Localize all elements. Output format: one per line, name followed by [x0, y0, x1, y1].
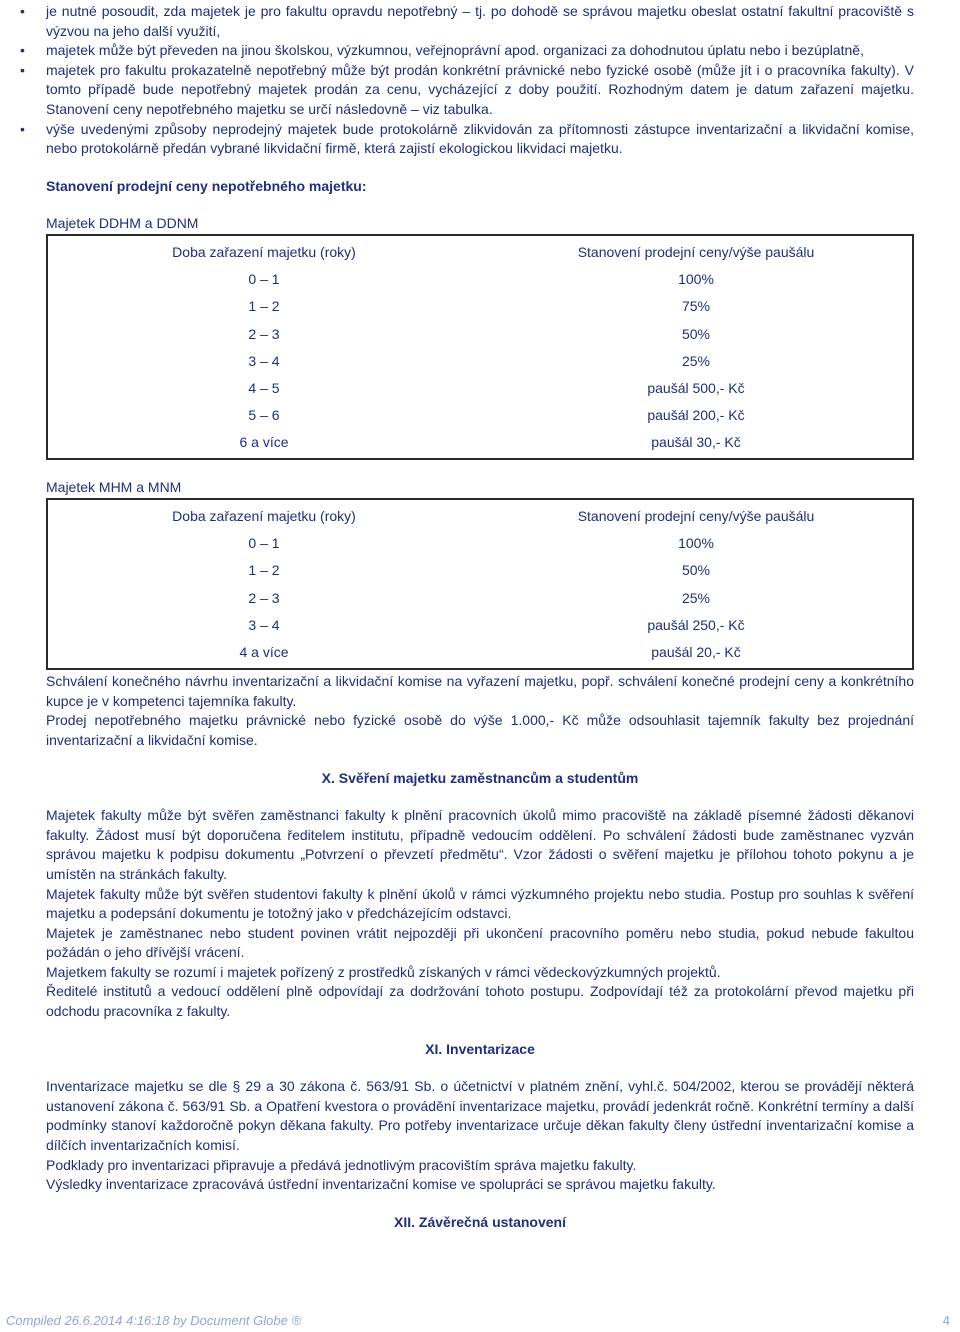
table-header-period: Doba zařazení majetku (roky)	[172, 243, 356, 260]
page-footer	[6, 1311, 956, 1331]
paragraph: Podklady pro inventarizaci připravuje a předává jednotlivým pracovištím správa majetku fakulty.	[46, 1156, 637, 1173]
approval-paragraph: Schválení konečného návrhu inventarizační a likvidační komise na vyřazení majetku, popř. schválení konečné prodejní ceny a konkrétního kupce je v kompetenci tajemníka fakulty.	[46, 673, 914, 709]
disposal-bullet-list	[20, 2, 914, 159]
bullet-icon: •	[20, 120, 25, 137]
table-row: 0 – 1 100%	[248, 535, 714, 552]
table1-title: Majetek DDHM a DDNM	[46, 215, 199, 232]
list-item: • majetek pro fakultu prokazatelně nepotřebný může být prodán konkrétní právnické nebo fyzické osobě (může jít i o pracovníka fakulty). V tomto případě bude nepotřebný majetek prodán za cenu, vycházející z doby použití. Rozhodným datem je datum zařazení majetku. Stanovení ceny nepotřebného majetku se určí následovně – viz tabulka.	[20, 61, 914, 117]
table-row: 4 a více paušál 20,- Kč	[239, 643, 741, 660]
compiled-note: Compiled 26.6.2014 4:16:18 by Document Globe ®	[6, 1313, 302, 1328]
section-xi-body	[46, 1077, 914, 1195]
section-xii-title: XII. Závěrečná ustanovení	[394, 1213, 566, 1230]
paragraph: Majetek fakulty může být svěřen zaměstnanci fakulty k plnění pracovních úkolů mimo pracoviště na základě písemné žádosti děkanovi fakulty. Žádost musí být doporučena ředitelem institutu, případně vedoucím oddělení. Po schválení žádosti bude zaměstnanec vyzván správou majetku k podpisu dokumentu „Potvrzení o převzetí předmětu“. Vzor žádosti o svěření majetku je přílohou tohoto pokynu a je umístěn na stránkách fakulty.	[46, 807, 914, 882]
paragraph: Majetek fakulty může být svěřen studentovi fakulty k plnění úkolů v rámci výzkumného projektu nebo studia. Postup pro souhlas k svěření majetku a podepsání dokumentu je totožný jako v předcházejícím odstavci.	[46, 885, 914, 922]
table-row: 1 – 2 50%	[248, 562, 711, 579]
table-header-row	[48, 503, 912, 530]
section-xi-title: XI. Inventarizace	[425, 1040, 535, 1057]
sale-limit-paragraph: Prodej nepotřebného majetku právnické nebo fyzické osobě do výše 1.000,- Kč může odsouhlasit tajemník fakulty bez projednání inventarizační a likvidační komise.	[46, 712, 914, 748]
list-item: • majetek může být převeden na jinou školskou, výzkumnou, veřejnoprávní apod. organizaci za dohodnutou úplatu nebo i bezúplatně,	[46, 41, 914, 61]
table-header-price: Stanovení prodejní ceny/výše paušálu	[577, 508, 815, 525]
section-x-title: X. Svěření majetku zaměstnancům a studentům	[321, 769, 639, 786]
list-item: • je nutné posoudit, zda majetek je pro fakultu opravdu nepotřebný – tj. po dohodě se správou majetku obeslat ostatní fakultní pracoviště s výzvou na jeho další využití,	[20, 3, 914, 39]
table-row: 3 – 4 25%	[248, 352, 711, 369]
table2-title: Majetek MHM a MNM	[46, 479, 182, 496]
table-row: 3 – 4 paušál 250,- Kč	[248, 616, 745, 633]
bullet-icon: •	[20, 61, 25, 78]
table-row: 4 – 5 paušál 500,- Kč	[248, 379, 745, 396]
table-row: 2 – 3 50%	[248, 325, 711, 342]
price-table-ddhm	[46, 234, 914, 461]
table-row: 5 – 6 paušál 200,- Kč	[248, 407, 745, 424]
table-row: 6 a více paušál 30,- Kč	[239, 434, 741, 451]
table-row: 0 – 1 100%	[248, 271, 714, 288]
table-row: 1 – 2 75%	[248, 298, 711, 315]
list-item: • výše uvedenými způsoby neprodejný majetek bude protokolárně zlikvidován za přítomnosti zástupce inventarizační a likvidační komise, nebo protokolárně předán vybrané likvidační firmě, která zajistí ekologickou likvidaci majetku.	[20, 120, 914, 157]
table-header-period: Doba zařazení majetku (roky)	[172, 508, 356, 525]
table-header-price: Stanovení prodejní ceny/výše paušálu	[577, 243, 815, 260]
page-number: 4	[942, 1313, 950, 1328]
table-row: 2 – 3 25%	[248, 589, 711, 606]
paragraph: Majetkem fakulty se rozumí i majetek pořízený z prostředků získaných v rámci vědeckovýzkumných projektů.	[46, 963, 721, 980]
paragraph: Výsledky inventarizace zpracovává ústřední inventarizační komise ve spolupráci se správou majetku fakulty.	[46, 1176, 716, 1193]
price-heading: Stanovení prodejní ceny nepotřebného majetku:	[46, 177, 367, 194]
paragraph: Ředitelé institutů a vedoucí oddělení plně odpovídají za dodržování tohoto postupu. Zodpovídají též za protokolární převod majetku při odchodu pracovníka z fakulty.	[46, 983, 914, 1020]
bullet-icon: •	[20, 42, 25, 59]
document-page	[20, 2, 914, 1232]
price-table-mhm	[46, 498, 914, 670]
bullet-icon: •	[20, 3, 25, 19]
section-x-body	[46, 806, 914, 1022]
paragraph: Inventarizace majetku se dle § 29 a 30 zákona č. 563/91 Sb. o účetnictví v platném znění, vyhl.č. 504/2002, kterou se provádějí některá ustanovení zákona č. 563/91 Sb. a Opatření kvestora o provádění inventarizace majetku, provádí jedenkrát ročně. Konkrétní termíny a další podmínky stanoví každoročně pokyn děkana fakulty. Pro potřeby inventarizace určuje děkan fakulty členy ústřední inventarizační komise a dílčích inventarizačních komisí.	[46, 1078, 914, 1154]
paragraph: Majetek je zaměstnanec nebo student povinen vrátit nejpozději při ukončení pracovního poměru nebo studia, pokud nebude fakultou požádán o jeho dřívější vrácení.	[46, 924, 914, 961]
table-header-row	[48, 239, 912, 266]
